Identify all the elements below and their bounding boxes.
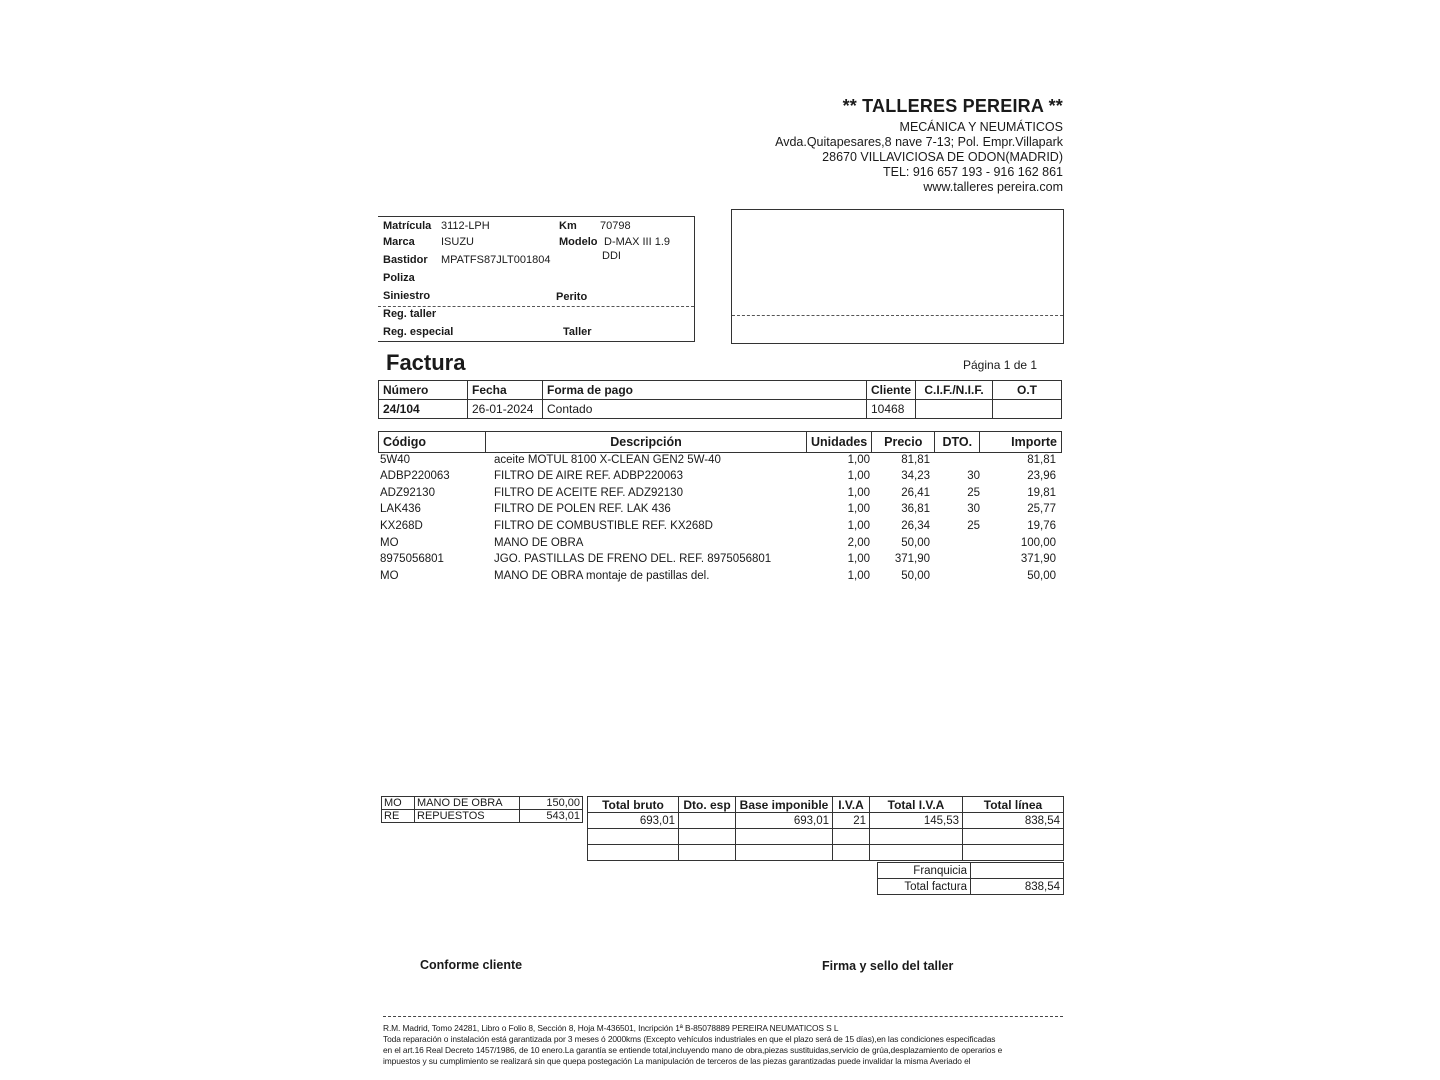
legal-text-line: Toda reparación o instalación está garantizada por 3 meses ó 2000kms (Excepto vehículos industriales en que el plazo será de 15 días),en las condiciones especificadas: [383, 1034, 996, 1044]
line-description: MANO DE OBRA montaje de pastillas del.: [494, 570, 710, 582]
line-description: JGO. PASTILLAS DE FRENO DEL. REF. 8975056801: [494, 553, 772, 565]
shop-signature-label: Firma y sello del taller: [822, 959, 954, 973]
line-code: MO: [380, 537, 399, 549]
line-amount: 19,81: [1027, 487, 1056, 499]
base-imponible-header: Base imponible: [736, 797, 833, 813]
line-price: 34,23: [901, 470, 930, 482]
line-price: 81,81: [901, 454, 930, 466]
pago-value: Contado: [543, 400, 867, 419]
invoice-line: [380, 553, 1060, 569]
company-activity: MECÁNICA Y NEUMÁTICOS: [899, 120, 1063, 134]
legal-text-line: en el art.16 Real Decreto 1457/1986, de 10 enero.La garantía se entiende total,incluyendo mano de obra,piezas sustituidas,servicio de grúa,desplazamiento de operarios e: [383, 1045, 1003, 1055]
line-code: MO: [380, 570, 399, 582]
line-description: aceite MOTUL 8100 X-CLEAN GEN2 5W-40: [494, 454, 721, 466]
category-amount: 543,01: [520, 810, 583, 823]
category-label: MANO DE OBRA: [415, 797, 520, 810]
precio-header: Precio: [872, 432, 935, 453]
numero-value: 24/104: [379, 400, 468, 419]
line-units: 2,00: [847, 537, 870, 549]
line-amount: 100,00: [1020, 537, 1056, 549]
line-amount: 19,76: [1027, 520, 1056, 532]
client-box-divider: [732, 315, 1063, 316]
reg-taller-label: Reg. taller: [383, 308, 437, 320]
line-units: 1,00: [847, 487, 870, 499]
bastidor-value: MPATFS87JLT001804: [441, 254, 551, 266]
invoice-line: [380, 487, 1060, 503]
marca-label: Marca: [383, 236, 415, 248]
category-row: [382, 797, 583, 810]
line-description: FILTRO DE ACEITE REF. ADZ92130: [494, 487, 683, 499]
line-units: 1,00: [847, 553, 870, 565]
descripcion-header: Descripción: [486, 432, 807, 453]
franquicia-value: [971, 863, 1064, 879]
invoice-line: [380, 470, 1060, 486]
invoice-line: [380, 454, 1060, 470]
perito-label: Perito: [556, 291, 588, 303]
cliente-header: Cliente: [867, 381, 916, 400]
codigo-header: Código: [379, 432, 486, 453]
total-iva-value: 145,53: [870, 813, 963, 829]
marca-value: ISUZU: [441, 236, 474, 248]
line-discount: 30: [967, 470, 980, 482]
line-code: KX268D: [380, 520, 423, 532]
category-amount: 150,00: [520, 797, 583, 810]
line-discount: 25: [967, 520, 980, 532]
line-amount: 23,96: [1027, 470, 1056, 482]
invoice-line: [380, 537, 1060, 553]
client-address-box: [731, 209, 1064, 344]
line-amount: 25,77: [1027, 503, 1056, 515]
total-bruto-header: Total bruto: [588, 797, 679, 813]
total-linea-header: Total línea: [963, 797, 1064, 813]
final-totals-table: [877, 862, 1064, 895]
line-code: LAK436: [380, 503, 421, 515]
line-code: 5W40: [380, 454, 411, 466]
line-units: 1,00: [847, 454, 870, 466]
modelo-label: Modelo: [559, 236, 598, 248]
importe-header: Importe: [980, 432, 1062, 453]
fecha-value: 26-01-2024: [468, 400, 543, 419]
company-web: www.talleres pereira.com: [923, 180, 1063, 194]
dto-header: DTO.: [935, 432, 980, 453]
line-price: 26,34: [901, 520, 930, 532]
cif-header: C.I.F./N.I.F.: [916, 381, 993, 400]
invoice-line: [380, 570, 1060, 586]
invoice-line: [380, 520, 1060, 536]
siniestro-label: Siniestro: [383, 290, 431, 302]
items-header-table: [378, 431, 1062, 453]
line-amount: 81,81: [1027, 454, 1056, 466]
franquicia-label: Franquicia: [878, 863, 971, 879]
line-amount: 50,00: [1027, 570, 1056, 582]
line-code: ADZ92130: [380, 487, 435, 499]
line-price: 36,81: [901, 503, 930, 515]
company-address-line1: Avda.Quitapesares,8 nave 7-13; Pol. Empr.Villapark: [775, 135, 1063, 149]
bastidor-label: Bastidor: [383, 254, 428, 266]
category-code: RE: [382, 810, 415, 823]
line-description: FILTRO DE AIRE REF. ADBP220063: [494, 470, 683, 482]
iva-header: I.V.A: [833, 797, 870, 813]
taller-label: Taller: [563, 326, 592, 338]
line-price: 50,00: [901, 570, 930, 582]
legal-registry: R.M. Madrid, Tomo 24281, Libro o Folio 8, Sección 8, Hoja M-436501, Incripción 1ª B-85078889 PEREIRA NEUMATICOS S L: [383, 1023, 839, 1033]
ot-value: [993, 400, 1062, 419]
line-price: 371,90: [894, 553, 930, 565]
totals-table: [587, 796, 1064, 861]
line-code: ADBP220063: [380, 470, 450, 482]
client-signature-label: Conforme cliente: [420, 958, 523, 972]
line-units: 1,00: [847, 520, 870, 532]
matricula-label: Matrícula: [383, 220, 432, 232]
fecha-header: Fecha: [468, 381, 543, 400]
line-price: 50,00: [901, 537, 930, 549]
legal-text-line: impuestos y su cumplimiento se realizará sin que quepa postegación La manipulación de terceros de las piezas garantizadas puede invalidar la misma Averiado el: [383, 1056, 971, 1066]
ot-header: O.T: [993, 381, 1062, 400]
line-amount: 371,90: [1020, 553, 1056, 565]
invoice-header-table: [378, 380, 1062, 419]
modelo-value-line2: DDI: [602, 250, 621, 262]
poliza-label: Poliza: [383, 272, 415, 284]
empty-totals-row: [588, 829, 1064, 845]
line-description: FILTRO DE COMBUSTIBLE REF. KX268D: [494, 520, 713, 532]
total-bruto-value: 693,01: [588, 813, 679, 829]
cliente-value: 10468: [867, 400, 916, 419]
company-phone: TEL: 916 657 193 - 916 162 861: [882, 165, 1063, 179]
km-value: 70798: [600, 220, 631, 232]
line-code: 8975056801: [380, 553, 444, 565]
km-label: Km: [559, 220, 577, 232]
total-factura-value: 838,54: [971, 879, 1064, 895]
line-units: 1,00: [847, 570, 870, 582]
cif-value: [916, 400, 993, 419]
unidades-header: Unidades: [807, 432, 872, 453]
category-label: REPUESTOS: [415, 810, 520, 823]
category-subtotals-table: [381, 796, 583, 823]
company-name: ** TALLERES PEREIRA **: [842, 96, 1063, 116]
vehicle-info-box: [378, 216, 695, 342]
line-description: FILTRO DE POLEN REF. LAK 436: [494, 503, 671, 515]
numero-header: Número: [379, 381, 468, 400]
dto-esp-value: [679, 813, 736, 829]
company-address-line2: 28670 VILLAVICIOSA DE ODON(MADRID): [822, 150, 1063, 164]
line-description: MANO DE OBRA: [494, 537, 584, 549]
dto-esp-header: Dto. esp: [679, 797, 736, 813]
category-row: [382, 810, 583, 823]
line-units: 1,00: [847, 503, 870, 515]
modelo-value-line1: D-MAX III 1.9: [604, 236, 671, 248]
matricula-value: 3112-LPH: [441, 220, 490, 232]
footer-divider: [383, 1016, 1063, 1017]
total-factura-label: Total factura: [878, 879, 971, 895]
total-linea-value: 838,54: [963, 813, 1064, 829]
line-discount: 25: [967, 487, 980, 499]
reg-especial-label: Reg. especial: [383, 326, 454, 338]
iva-value: 21: [833, 813, 870, 829]
base-imponible-value: 693,01: [736, 813, 833, 829]
pago-header: Forma de pago: [543, 381, 867, 400]
page-indicator: Página 1 de 1: [963, 358, 1038, 372]
line-discount: 30: [967, 503, 980, 515]
empty-totals-row: [588, 845, 1064, 861]
invoice-line: [380, 503, 1060, 519]
line-units: 1,00: [847, 470, 870, 482]
invoice-title: Factura: [386, 350, 466, 375]
line-price: 26,41: [901, 487, 930, 499]
category-code: MO: [382, 797, 415, 810]
vehicle-divider: [378, 306, 694, 307]
total-iva-header: Total I.V.A: [870, 797, 963, 813]
